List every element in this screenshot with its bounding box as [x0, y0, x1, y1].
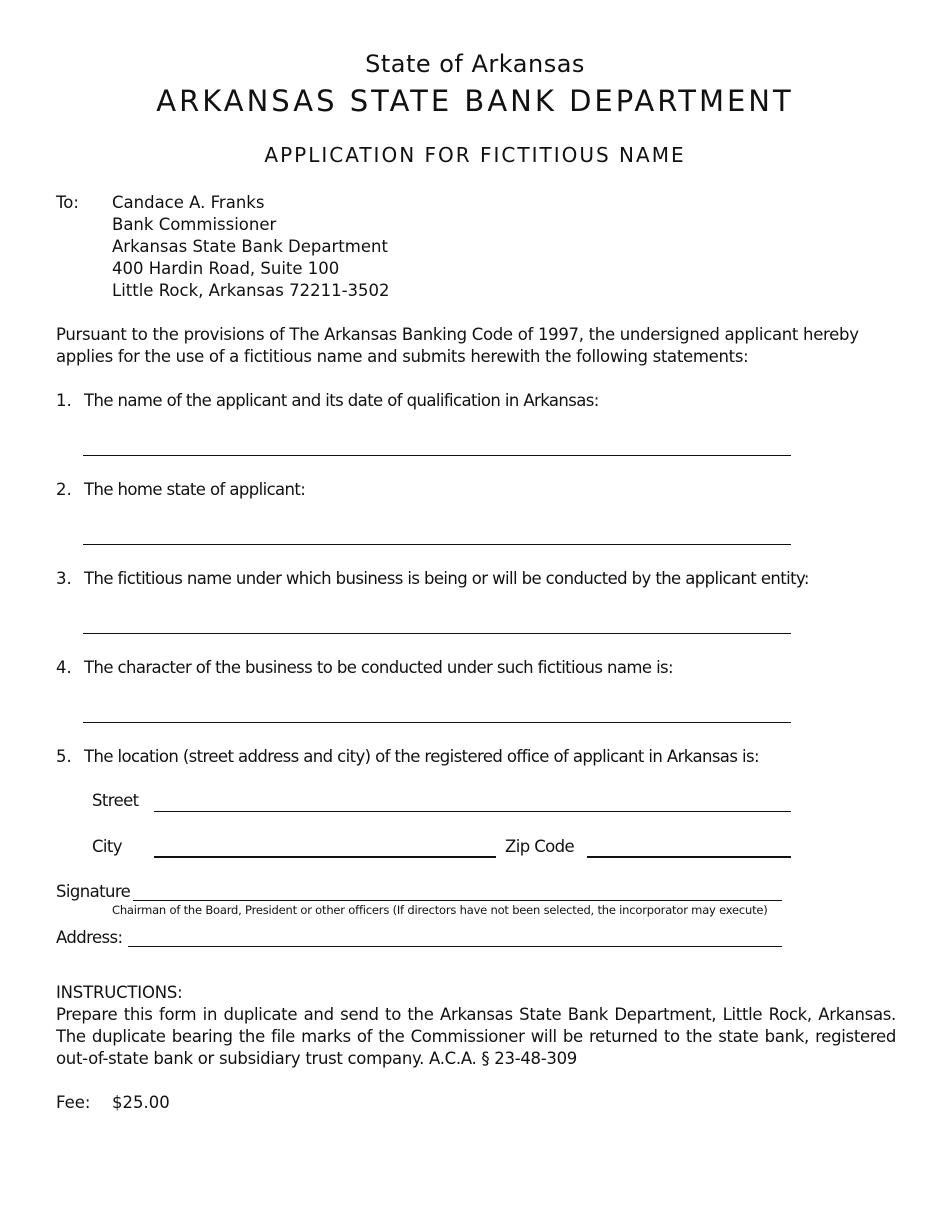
signature-label: Signature	[56, 882, 131, 901]
city-input-line[interactable]	[154, 856, 496, 858]
item-3-text: The fictitious name under which business is being or will be conducted by the applicant entity:	[84, 569, 809, 588]
item-5-text: The location (street address and city) of the registered office of applicant in Arkansas is:	[84, 747, 759, 766]
signature-note: Chairman of the Board, President or other officers (If directors have not been selected, the incorporator may execute)	[112, 903, 768, 917]
item-3-answer-line[interactable]	[83, 633, 791, 634]
item-1-answer-line[interactable]	[83, 455, 791, 456]
item-1-text: The name of the applicant and its date of qualification in Arkansas:	[84, 391, 599, 410]
addressee-name: Candace A. Franks	[112, 193, 265, 212]
intro-paragraph: Pursuant to the provisions of The Arkansas Banking Code of 1997, the undersigned applicant hereby applies for the use of a fictitious name and submits herewith the following statements:	[56, 325, 859, 366]
department-heading: ARKANSAS STATE BANK DEPARTMENT	[156, 84, 794, 118]
instructions-heading: INSTRUCTIONS:	[56, 983, 183, 1002]
item-4-text: The character of the business to be conducted under such fictitious name is:	[84, 658, 674, 677]
item-number: 3.	[56, 569, 72, 588]
address-label: Address:	[56, 928, 123, 947]
city-label: City	[92, 837, 122, 856]
item-number: 2.	[56, 480, 72, 499]
addressee-department: Arkansas State Bank Department	[112, 237, 388, 256]
addressee-street: 400 Hardin Road, Suite 100	[112, 259, 340, 278]
street-input-line[interactable]	[154, 811, 791, 812]
street-label: Street	[92, 791, 139, 810]
item-2-answer-line[interactable]	[83, 544, 791, 545]
to-label: To:	[56, 193, 79, 212]
signature-line[interactable]	[133, 900, 782, 901]
addressee-city: Little Rock, Arkansas 72211-3502	[112, 281, 390, 300]
item-number: 4.	[56, 658, 72, 677]
item-4-answer-line[interactable]	[83, 722, 791, 723]
item-2-text: The home state of applicant:	[84, 480, 306, 499]
item-number: 1.	[56, 391, 72, 410]
form-title: APPLICATION FOR FICTITIOUS NAME	[264, 143, 686, 167]
address-line[interactable]	[128, 946, 782, 947]
fee-amount: $25.00	[112, 1093, 170, 1112]
addressee-title: Bank Commissioner	[112, 215, 277, 234]
state-heading: State of Arkansas	[365, 50, 585, 78]
zip-code-label: Zip Code	[505, 837, 575, 856]
zip-code-input-line[interactable]	[587, 856, 791, 858]
instructions-body: Prepare this form in duplicate and send to the Arkansas State Bank Department, Little Rock, Arkansas. The duplicate bearing the file marks of the Commissioner will be returned to the state bank, registered out-of-state bank or subsidiary trust company. A.C.A. § 23-48-309	[56, 1005, 896, 1068]
item-number: 5.	[56, 747, 72, 766]
fee-label: Fee:	[56, 1093, 91, 1112]
